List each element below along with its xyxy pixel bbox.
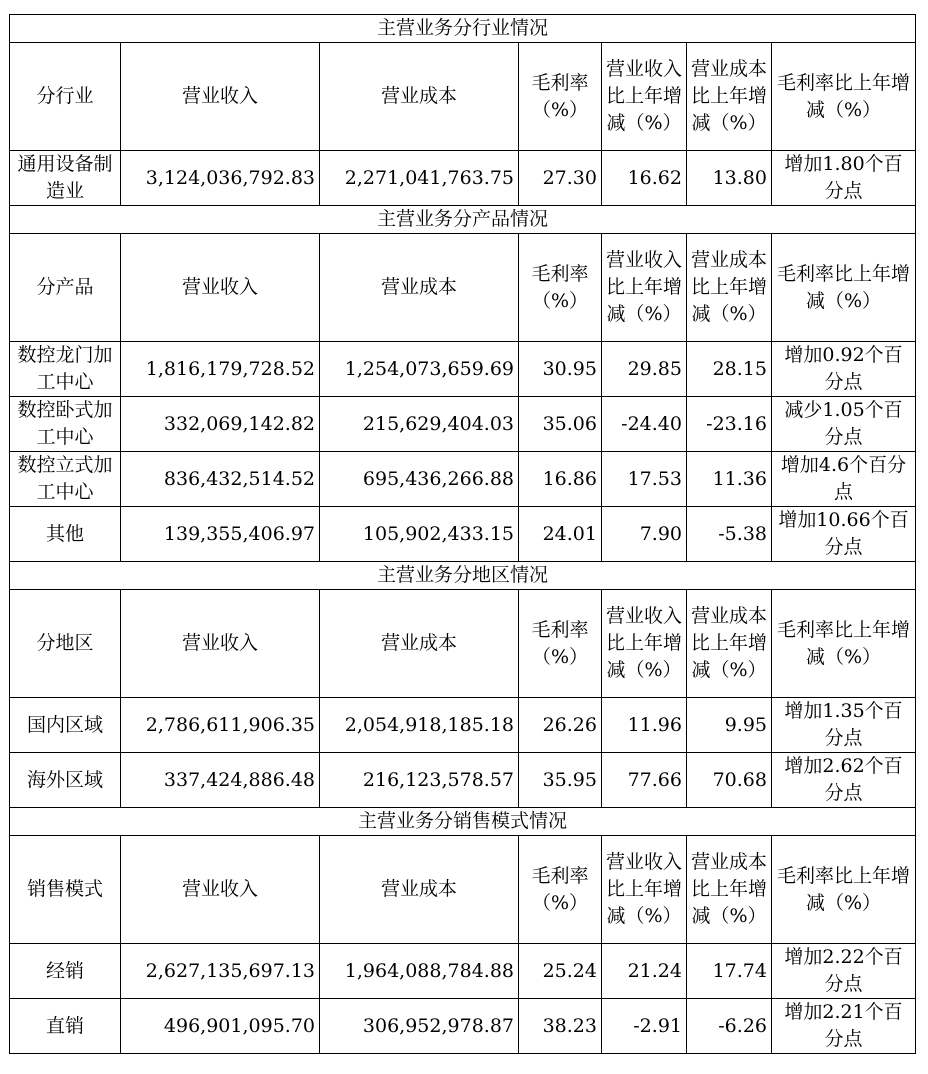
row-margin: 24.01 [519, 507, 602, 562]
row-revenue: 2,786,611,906.35 [121, 698, 320, 753]
header-revenue-change: 营业收入比上年增减（%） [602, 836, 687, 944]
section-title: 主营业务分地区情况 [10, 562, 916, 590]
section-title-row [10, 808, 916, 836]
header-cost-change: 营业成本比上年增减（%） [687, 836, 772, 944]
row-cost: 105,902,433.15 [320, 507, 519, 562]
row-category: 海外区域 [10, 753, 121, 808]
header-cost-change: 营业成本比上年增减（%） [687, 43, 772, 151]
row-category: 数控卧式加工中心 [10, 397, 121, 452]
row-revenue-change: 17.53 [602, 452, 687, 507]
row-revenue-change: 16.62 [602, 151, 687, 206]
header-margin: 毛利率（%） [519, 590, 602, 698]
row-cost: 215,629,404.03 [320, 397, 519, 452]
header-row [10, 43, 916, 151]
header-cost-change: 营业成本比上年增减（%） [687, 590, 772, 698]
header-margin-change: 毛利率比上年增减（%） [772, 836, 916, 944]
row-cost-change: 28.15 [687, 342, 772, 397]
header-margin-change: 毛利率比上年增减（%） [772, 43, 916, 151]
header-cost-change: 营业成本比上年增减（%） [687, 234, 772, 342]
row-category: 数控龙门加工中心 [10, 342, 121, 397]
row-category: 直销 [10, 999, 121, 1054]
row-category: 国内区域 [10, 698, 121, 753]
row-margin: 35.06 [519, 397, 602, 452]
row-margin-change: 增加0.92个百分点 [772, 342, 916, 397]
row-category: 经销 [10, 944, 121, 999]
section-title-row [10, 562, 916, 590]
row-cost-change: 9.95 [687, 698, 772, 753]
header-category: 分地区 [10, 590, 121, 698]
row-revenue-change: -24.40 [602, 397, 687, 452]
header-cost: 营业成本 [320, 590, 519, 698]
row-revenue: 337,424,886.48 [121, 753, 320, 808]
row-cost: 2,054,918,185.18 [320, 698, 519, 753]
header-revenue: 营业收入 [121, 234, 320, 342]
row-revenue: 836,432,514.52 [121, 452, 320, 507]
header-margin-change: 毛利率比上年增减（%） [772, 234, 916, 342]
header-margin: 毛利率（%） [519, 43, 602, 151]
table-row [10, 507, 916, 562]
header-cost: 营业成本 [320, 43, 519, 151]
row-margin-change: 增加2.21个百分点 [772, 999, 916, 1054]
header-cost: 营业成本 [320, 836, 519, 944]
header-category: 分产品 [10, 234, 121, 342]
row-margin-change: 增加2.62个百分点 [772, 753, 916, 808]
row-margin: 16.86 [519, 452, 602, 507]
row-revenue-change: 21.24 [602, 944, 687, 999]
row-cost-change: -5.38 [687, 507, 772, 562]
table-row [10, 452, 916, 507]
row-margin-change: 减少1.05个百分点 [772, 397, 916, 452]
header-revenue: 营业收入 [121, 43, 320, 151]
row-margin: 30.95 [519, 342, 602, 397]
row-revenue: 3,124,036,792.83 [121, 151, 320, 206]
row-revenue-change: 77.66 [602, 753, 687, 808]
section-title-row [10, 206, 916, 234]
row-cost: 306,952,978.87 [320, 999, 519, 1054]
row-margin-change: 增加4.6个百分点 [772, 452, 916, 507]
row-revenue: 1,816,179,728.52 [121, 342, 320, 397]
row-margin: 27.30 [519, 151, 602, 206]
row-margin-change: 增加1.80个百分点 [772, 151, 916, 206]
header-revenue-change: 营业收入比上年增减（%） [602, 43, 687, 151]
table-row [10, 698, 916, 753]
row-cost: 2,271,041,763.75 [320, 151, 519, 206]
header-row [10, 836, 916, 944]
header-cost: 营业成本 [320, 234, 519, 342]
header-revenue-change: 营业收入比上年增减（%） [602, 590, 687, 698]
row-margin: 26.26 [519, 698, 602, 753]
row-margin: 35.95 [519, 753, 602, 808]
row-category: 其他 [10, 507, 121, 562]
header-margin: 毛利率（%） [519, 836, 602, 944]
header-margin: 毛利率（%） [519, 234, 602, 342]
row-margin: 25.24 [519, 944, 602, 999]
header-revenue: 营业收入 [121, 836, 320, 944]
row-cost-change: 17.74 [687, 944, 772, 999]
row-revenue-change: 11.96 [602, 698, 687, 753]
row-revenue-change: 29.85 [602, 342, 687, 397]
header-margin-change: 毛利率比上年增减（%） [772, 590, 916, 698]
row-revenue-change: -2.91 [602, 999, 687, 1054]
row-revenue-change: 7.90 [602, 507, 687, 562]
row-margin-change: 增加10.66个百分点 [772, 507, 916, 562]
table-row [10, 397, 916, 452]
row-cost-change: 11.36 [687, 452, 772, 507]
row-margin-change: 增加2.22个百分点 [772, 944, 916, 999]
main-business-table [9, 14, 916, 1054]
table-row [10, 342, 916, 397]
row-revenue: 139,355,406.97 [121, 507, 320, 562]
row-cost: 695,436,266.88 [320, 452, 519, 507]
row-cost: 1,964,088,784.88 [320, 944, 519, 999]
table-row [10, 753, 916, 808]
header-category: 销售模式 [10, 836, 121, 944]
header-row [10, 590, 916, 698]
table-row [10, 999, 916, 1054]
table-row [10, 944, 916, 999]
section-title: 主营业务分产品情况 [10, 206, 916, 234]
header-category: 分行业 [10, 43, 121, 151]
row-revenue: 496,901,095.70 [121, 999, 320, 1054]
row-category: 数控立式加工中心 [10, 452, 121, 507]
row-cost: 1,254,073,659.69 [320, 342, 519, 397]
row-margin: 38.23 [519, 999, 602, 1054]
row-revenue: 332,069,142.82 [121, 397, 320, 452]
row-category: 通用设备制造业 [10, 151, 121, 206]
section-title-row [10, 15, 916, 43]
section-title: 主营业务分行业情况 [10, 15, 916, 43]
row-cost-change: 70.68 [687, 753, 772, 808]
row-margin-change: 增加1.35个百分点 [772, 698, 916, 753]
row-revenue: 2,627,135,697.13 [121, 944, 320, 999]
row-cost-change: 13.80 [687, 151, 772, 206]
row-cost-change: -23.16 [687, 397, 772, 452]
row-cost-change: -6.26 [687, 999, 772, 1054]
header-revenue: 营业收入 [121, 590, 320, 698]
row-cost: 216,123,578.57 [320, 753, 519, 808]
section-title: 主营业务分销售模式情况 [10, 808, 916, 836]
table-row [10, 151, 916, 206]
header-row [10, 234, 916, 342]
header-revenue-change: 营业收入比上年增减（%） [602, 234, 687, 342]
